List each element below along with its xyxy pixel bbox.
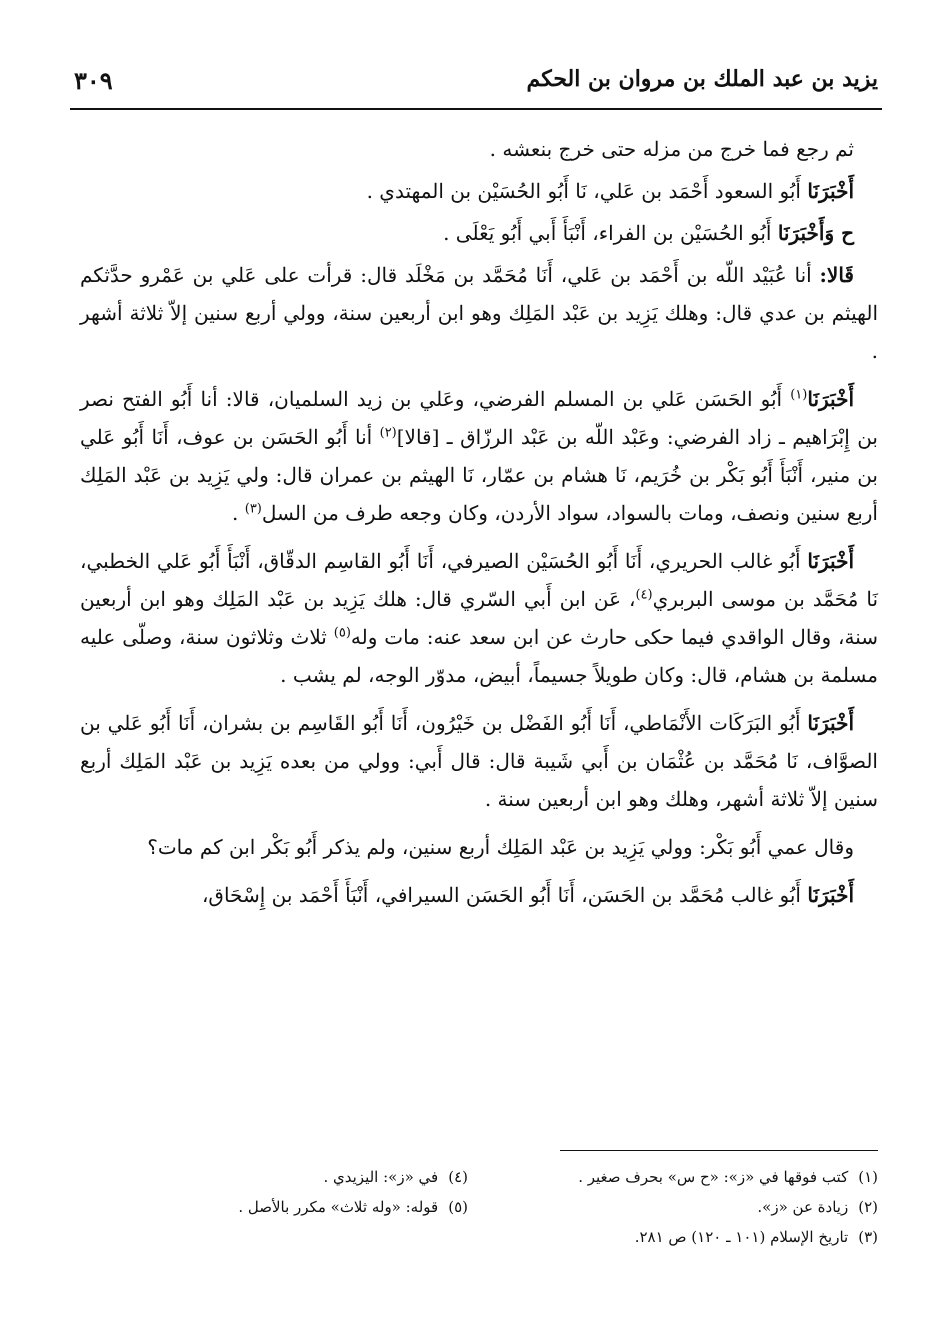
paragraph-5 [80, 380, 878, 532]
narration-keyword: أَخْبَرَنَا [807, 711, 854, 735]
footnote-number: (٣) [858, 1228, 878, 1246]
paragraph-2-text: أَبُو السعود أَحْمَد بن عَلي، نَا أَبُو الحُسَيْن بن المهتدي . [366, 179, 808, 203]
footnote-ref-5: (٥) [333, 625, 351, 641]
footnote-1 [578, 1162, 878, 1192]
narration-keyword: أَخْبَرَنَا [807, 179, 854, 203]
paragraph-7 [80, 704, 878, 818]
footnote-2 [757, 1192, 878, 1222]
paragraph-3-text: أَبُو الحُسَيْن بن الفراء، أَنْبَأَ أَبي أَبُو يَعْلَى . [443, 221, 778, 245]
footnote-ref-3: (٣) [244, 501, 262, 517]
footnote-5 [238, 1192, 468, 1222]
paragraph-9-text: أَبُو غالب مُحَمَّد بن الحَسَن، أَنَا أَبُو الحَسَن السيرافي، أَنْبَأَ أَحْمَد بن إِسْحَاق، [201, 883, 808, 907]
paragraph-5-text-b: أنا أَبُو الحَسَن بن عوف، أَنَا أَبُو عَلي بن منير، أَنْبَأَ أَبُو بَكْر بن خُرَيم، نَا هشام بن عمّار، نَا الهيثم بن عمران قال: ولي يَزِيد بن عَبْد المَلِك أربع سنين ونصف، ومات بالسواد، سواد الأردن، وكان وجعه طرف من السل [80, 425, 878, 525]
paragraph-8 [80, 828, 878, 866]
paragraph-4 [80, 256, 878, 370]
footnote-number: (٢) [858, 1198, 878, 1216]
footnote-text: قوله: «وله ثلاث» مكرر بالأصل . [238, 1198, 439, 1216]
narration-keyword: أَخْبَرَنَا [807, 883, 854, 907]
header-rule [70, 108, 882, 110]
page-header [70, 62, 878, 102]
footnote-4 [323, 1162, 468, 1192]
paragraph-5-text-a: أَبُو الحَسَن عَلي بن المسلم الفرضي، وعَلي بن زيد السلميان، قالا: أنا أَبُو الفتح نصر بن إِبْرَاهيم ـ زاد الفرضي: وعَبْد اللّه بن عَبْد الرزّاق ـ [قالا] [80, 387, 878, 449]
footnote-text: في «ز»: اليزيدي . [323, 1168, 439, 1186]
footnote-text: زيادة عن «ز». [757, 1198, 849, 1216]
paragraph-2 [80, 172, 878, 210]
running-title: يزيد بن عبد الملك بن مروان بن الحكم [526, 66, 878, 92]
paragraph-6-text-a: أَبُو غالب الحريري، أَنَا أَبُو الحُسَيْن الصيرفي، أَنَا أَبُو القاسِم الدقّاق، أَنْبَأَ أَبُو عَلي الخطبي، نَا مُحَمَّد بن موسى البربري [80, 549, 879, 611]
footnote-number: (٥) [448, 1198, 468, 1216]
paragraph-1 [80, 130, 878, 168]
footnote-ref-2: (٢) [379, 425, 397, 441]
paragraph-4-text: أنا عُبَيْد اللّه بن أَحْمَد بن عَلي، أَنَا مُحَمَّد بن مَخْلَد قال: قرأت على عَلي بن عَمْرو حدَّثكم الهيثم بن عدي قال: وهلك يَزِيد بن عَبْد المَلِك وهو ابن أربعين سنة، وولي أربع سنين إلاّ ثلاثة أشهر . [80, 263, 878, 363]
paragraph-5-text-c: . [232, 501, 245, 525]
footnote-ref-4: (٤) [635, 587, 653, 603]
page-number: ٣٠٩ [74, 66, 113, 95]
footnote-number: (٤) [448, 1168, 468, 1186]
paragraph-6-text-b: ، عَن ابن أَبي السّري قال: هلك يَزِيد بن عَبْد المَلِك وهو ابن أربعين سنة، وقال الواقدي فيما حكى حارث عن ابن سعد عنه: مات وله [80, 587, 878, 649]
paragraph-7-text: أَبُو البَرَكَات الأَنْمَاطي، أَنَا أَبُو الفَضْل بن خَيْرُون، أَنَا أَبُو القَاسِم بن بشران، أَنَا أَبُو عَلي بن الصوَّاف، نَا مُحَمَّد بن عُثْمَان بن أَبي شَيبة قال: قال أَبي: وولي من بعده يَزِيد بن عَبْد المَلِك أربع سنين إلاّ ثلاثة أشهر، وهلك وهو ابن أربعين سنة . [80, 711, 878, 811]
narration-keyword: أَخْبَرَنَا [807, 387, 854, 411]
body-text [80, 130, 878, 924]
footnote-text: كتب فوقها في «ز»: «ح س» بحرف صغير . [578, 1168, 849, 1186]
footnote-3 [635, 1222, 878, 1252]
paragraph-9 [80, 876, 878, 914]
paragraph-1-text: ثم رجع فما خرج من مزله حتى خرج بنعشه . [489, 137, 854, 161]
footnote-rule [560, 1150, 878, 1151]
paragraph-3 [80, 214, 878, 252]
narration-keyword: ح وَأَخْبَرَنَا [777, 221, 854, 245]
narration-keyword: قَالا: [819, 263, 854, 287]
paragraph-6 [80, 542, 878, 694]
footnote-number: (١) [858, 1168, 878, 1186]
footnote-ref-1: (١) [790, 387, 808, 403]
narration-keyword: أَخْبَرَنَا [807, 549, 854, 573]
footnote-text: تاريخ الإسلام (١٠١ ـ ١٢٠) ص ٢٨١. [634, 1228, 849, 1246]
paragraph-8-text: وقال عمي أَبُو بَكْر: وولي يَزِيد بن عَبْد المَلِك أربع سنين، ولم يذكر أَبُو بَكْر ابن كم مات؟ [147, 835, 854, 859]
paragraph-6-text-c: ثلاث وثلاثون سنة، وصلّى عليه مسلمة بن هشام، قال: وكان طويلاً جسيماً، أبيض، مدوّر الوجه، لم يشب . [80, 625, 878, 687]
